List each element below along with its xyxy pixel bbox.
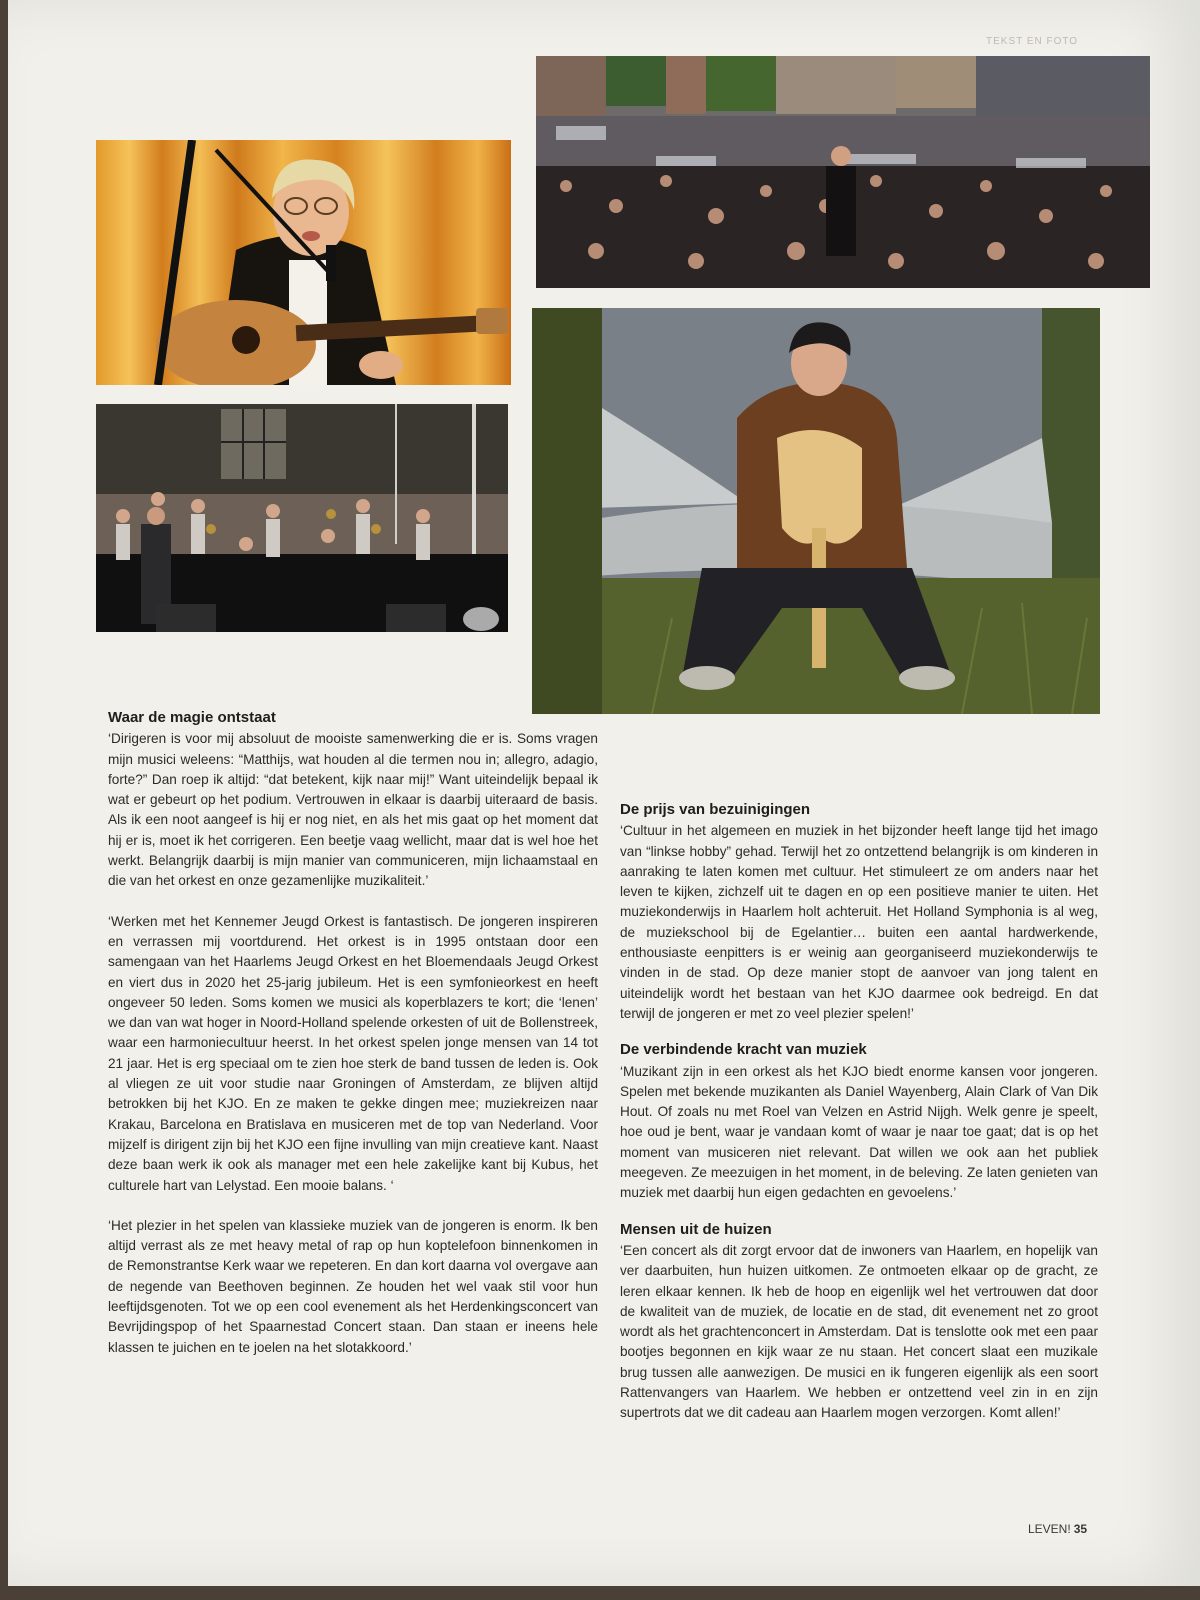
section-people bbox=[620, 1220, 1098, 1424]
heading-magic: Waar de magie ontstaat bbox=[108, 709, 276, 726]
photo-canal-concert bbox=[536, 56, 1150, 288]
left-column bbox=[108, 708, 598, 1378]
magazine-name: LEVEN! bbox=[1028, 1522, 1071, 1536]
paragraph-magic-1: ‘Dirigeren is voor mij absoluut de mooiste samenwerking die er is. Soms vragen mijn musici weleens: “Matthijs, wat houden al die termen nou in; allegro, adagio, forte?” Dan roep ik altijd: “dat betekent, kijk naar mij!” Want uiteindelijk bepaal ik wat er gebeurt op het podium. Vertrouwen in elkaar is daarbij uiteraard de basis. Als ik een noot aangeef is hij er nog niet, en als het mis gaat op het moment dat hij er is, moet ik het corrigeren. Een beetje vaag wellicht, maar dat is wel hoe het werkt. Belangrijk daarbij is mijn manier van communiceren, mijn lichaamstaal en die van het orkest en onze gezamenlijke muzikaliteit.’ bbox=[108, 731, 598, 889]
page-footer bbox=[1028, 1522, 1087, 1536]
magazine-page bbox=[8, 0, 1200, 1586]
header-tag: TEKST EN FOTO bbox=[986, 36, 1079, 47]
paragraph-magic-2: ‘Werken met het Kennemer Jeugd Orkest is fantastisch. De jongeren inspireren en verrassen mij voortdurend. Het orkest is in 1995 ontstaan door een samengaan van het Haarlems Jeugd Orkest en het Bloemendaals Jeugd Orkest en viert dus in 2020 het 25-jarig jubileum. Het is een symfonieorkest en heeft ongeveer 50 leden. Soms komen we musici als koperblazers te kort; die ‘lenen’ we dan van wat hoger in Noord-Holland spelende orkesten of uit de Bollenstreek, waar een harmoniecultuur heerst. In het orkest spelen jonge mensen van 14 tot 21 jaar. Het is erg speciaal om te zien hoe sterk de band tussen de leden is. Ook al vliegen ze uit voor studie naar Groningen of Amsterdam, ze blijven altijd betrokken bij het KJO. En ze maken te gekke dingen mee; muziekreizen naar Krakau, Barcelona en Bratislava en musiceren met de top van Nederland. Voor mijzelf is dirigent zijn bij het KJO een fijne invulling van mijn creatieve kant. Naast deze baan werk ik ook als manager met een hele zakelijke kant bij Kubus, het culturele hart van Lelystad. Een mooie balans. ‘ bbox=[108, 913, 598, 1193]
heading-people: Mensen uit de huizen bbox=[620, 1220, 772, 1238]
heading-binding: De verbindende kracht van muziek bbox=[620, 1041, 867, 1059]
right-column bbox=[620, 800, 1098, 1440]
paragraph-magic-3: ‘Het plezier in het spelen van klassieke muziek van de jongeren is enorm. Ik ben altijd verrast als ze met heavy metal of rap op hun koptelefoon binnenkomen in de Remonstrantse Kerk waar we repeteren. En dan kort daarna vol overgave aan de negende van Beethoven beginnen. Ze houden het wel vaak stil voor hun leeftijdsgenoten. Tot we op een cool evenement als het Herdenkingsconcert van Bevrijdingspop of het Spaarnestad Concert staan. Dan staan er ineens hele klassen te juichen en te joelen na het slotakkoord.’ bbox=[108, 1217, 598, 1355]
section-binding bbox=[620, 1040, 1098, 1203]
photo-conductor-portrait bbox=[532, 308, 1100, 714]
paragraph-binding: ‘Muzikant zijn in een orkest als het KJO biedt enorme kansen voor jongeren. Spelen met bekende muzikanten als Daniel Wayenberg, Alain Clark of Van Dik Hout. Of zoals nu met Roel van Velzen en Astrid Nijgh. Welk genre je speelt, hoe oud je bent, waar je vandaan komt of waar je naar toe gaat; dat is op het moment van musiceren niet relevant. Dat willen we ook aan het publiek meegeven. Ze meezuigen in het moment, in de beleving. Ze laten genieten van muziek met daarbij hun eigen gedachten en gevoelens.’ bbox=[620, 1063, 1098, 1201]
paragraph-people: ‘Een concert als dit zorgt ervoor dat de inwoners van Haarlem, en hopelijk van ver daarbuiten, hun huizen uitkomen. Ze ontmoeten elkaar op de gracht, ze leren elkaar kennen. Ik heb de hoop en eigenlijk wel het vertrouwen dat door de kwaliteit van de muziek, de locatie en de stad, dit evenement net zo groot wordt als het grachtenconcert in Amsterdam. Dat is tenslotte ook met een paar bootjes begonnen en kijk waar ze nu staan. Het concert slaat een muzikale brug tussen alle aanwezigen. De musici en ik fungeren eigenlijk als een soort Rattenvangers van Haarlem. We hebben er ontzettend veel zin in en zijn supertrots dat we dit cadeau aan Haarlem mogen verzorgen. Komt allen!’ bbox=[620, 1242, 1098, 1421]
photo-big-band bbox=[96, 404, 508, 632]
page-number: 35 bbox=[1073, 1522, 1088, 1536]
heading-price: De prijs van bezuinigingen bbox=[620, 801, 811, 818]
section-price bbox=[620, 800, 1098, 1024]
photo-guitarist-woman bbox=[96, 140, 511, 385]
paragraph-price: ‘Cultuur in het algemeen en muziek in het bijzonder heeft lange tijd het imago van “linkse hobby” gehad. Terwijl het zo ontzettend belangrijk is om kinderen in aanraking te laten komen met cultuur. Het stimuleert ze om anders naar het leven te kijken, zichzelf uit te dagen en op een positieve manier te uiten. Het muziekonderwijs in Haarlem holt achteruit. Het Holland Symphonia is al weg, de muziekschool bij de Egelantier… buiten een aantal hardwerkende, enthousiaste eenpitters is er weinig aan georganiseerd muziekonderwijs te vinden in de stad. Op deze manier stopt de aanvoer van jong talent en uiteindelijk wordt het bestaan van het KJO daarmee ook bedreigd. En dat terwijl de jongeren er met zo veel plezier spelen!’ bbox=[620, 823, 1098, 1021]
